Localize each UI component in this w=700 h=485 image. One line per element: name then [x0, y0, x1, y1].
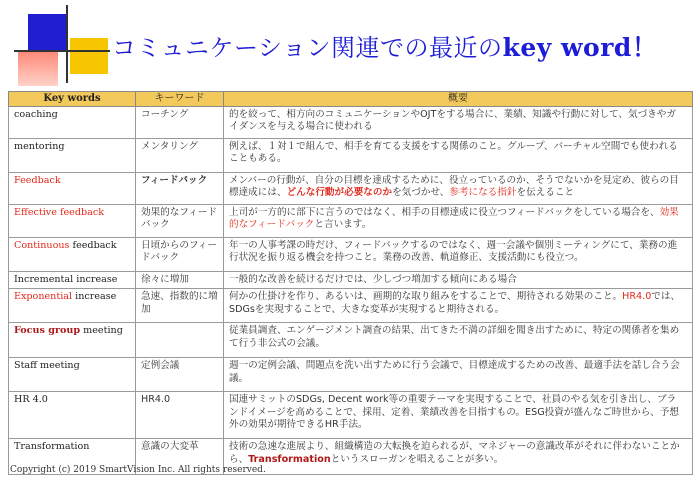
table-header-row: [9, 92, 693, 107]
desc-text: 上司が一方的に部下に言うのではなく、相手の目標達成に役立つフィードバックをしている場合を、: [229, 207, 660, 218]
table-row: [9, 107, 693, 139]
desc-highlight: どんな行動が必要なのか: [286, 187, 393, 199]
keyword-highlight: Continuous: [14, 240, 70, 251]
row-keyword-jp: 意識の大変革: [136, 439, 224, 475]
row-keyword-en: Feedback: [9, 173, 136, 205]
row-description: [224, 205, 693, 238]
row-description: 一般的な改善を続けるだけでは、少しづつ増加する傾向にある場合: [224, 272, 693, 289]
keyword-highlight: Focus group: [14, 325, 81, 337]
table-row: [9, 173, 693, 205]
desc-highlight: 参考になる指針: [449, 187, 517, 199]
row-keyword-en: Transformation: [9, 439, 136, 475]
keyword-highlight: Exponential: [14, 291, 73, 303]
page-title: [112, 28, 657, 64]
table-row: [9, 272, 693, 289]
header-keyword-jp: キーワード: [136, 92, 224, 107]
page-title-prefix: コミュニケーション関連での最近の: [112, 34, 503, 62]
table-row: [9, 139, 693, 173]
row-keyword-en: [9, 323, 136, 358]
table-row: [9, 289, 693, 323]
header-key-words: Key words: [9, 92, 136, 107]
row-keyword-en: Incremental increase: [9, 272, 136, 289]
row-keyword-jp: [136, 323, 224, 358]
table-row: [9, 358, 693, 392]
desc-text: 技術の急速な進展より、組織構造の大転換を迫られるが、マネジャーの意識改革がそれに伴わないことから、: [229, 441, 680, 465]
decor-vertical-line: [66, 5, 68, 83]
desc-text: メンバーの行動が、自分の目標を達成するために、役立っているのか、そうでないかを見定め、彼らの目標達成には、: [229, 175, 679, 199]
row-keyword-jp: フィードバック: [136, 173, 224, 205]
desc-text: と言います。: [314, 219, 372, 231]
keyword-rest: increase: [72, 291, 117, 303]
row-keyword-jp: HR4.0: [136, 392, 224, 439]
row-description: 例えば、１対１で組んで、相手を育てる支援をする関係のこと。グループ、バーチャル空間でも使われることもある。: [224, 139, 693, 173]
desc-highlight: Transformation: [248, 453, 331, 465]
row-description: [224, 439, 693, 475]
row-description: 週一の定例会議、問題点を洗い出すために行う会議で、目標達成するための改善、最適手法を話し合う会議。: [224, 358, 693, 392]
desc-text: では、SDGsを実現することで、大きな変革が実現すると期待される。: [229, 291, 681, 315]
table-row: [9, 205, 693, 238]
row-keyword-en: Effective feedback: [9, 205, 136, 238]
keyword-rest: feedback: [69, 240, 117, 251]
table-row: [9, 392, 693, 439]
table-row: [9, 323, 693, 358]
row-keyword-en: Staff meeting: [9, 358, 136, 392]
row-description: [224, 289, 693, 323]
row-keyword-en: HR 4.0: [9, 392, 136, 439]
decor-horizontal-line: [14, 50, 110, 52]
row-keyword-jp: メンタリング: [136, 139, 224, 173]
keyword-table: [8, 91, 693, 475]
desc-text: というスローガンを唱えることが多い。: [330, 453, 504, 465]
row-keyword-jp: 徐々に増加: [136, 272, 224, 289]
row-keyword-en: [9, 289, 136, 323]
row-keyword-jp: コーチング: [136, 107, 224, 139]
desc-text: 何かの仕掛けを作り、あるいは、画期的な取り組みをすることで、期待される効果のこと。: [229, 291, 623, 303]
row-keyword-jp: 効果的なフィードバック: [136, 205, 224, 238]
row-description: [224, 173, 693, 205]
row-keyword-jp: 日頃からのフィードバック: [136, 238, 224, 272]
table-row: [9, 238, 693, 272]
row-description: 的を絞って、相方向のコミュニケーションやOJTをする場合に、業績、知識や行動に対して、気づきやガイダンスを与える場合に使われる: [224, 107, 693, 139]
decor-yellow-square: [70, 38, 108, 74]
row-keyword-jp: 定例会議: [136, 358, 224, 392]
row-description: 従業員調査、エンゲージメント調査の結果、出てきた不満の詳細を聞き出すために、特定の関係者を集めて行う非公式の会議。: [224, 323, 693, 358]
desc-text: を伝えること: [516, 187, 575, 199]
row-description: 国連サミットのSDGs, Decent work等の重要テーマを実現することで、社員のやる気を引き出し、ブランドイメージを高めることで、採用、定着、業績改善を目指すもの。ESG投資が盛んなご時世から、予想外の効果が期待できるHR手法。: [224, 392, 693, 439]
desc-text: を気づかせ、: [392, 187, 450, 199]
desc-highlight: HR4.0: [622, 291, 652, 303]
row-keyword-en: mentoring: [9, 139, 136, 173]
page-title-keyword: key word！: [502, 33, 658, 62]
copyright-notice: Copyright (c) 2019 SmartVision Inc. All rights reserved.: [10, 465, 266, 475]
row-keyword-en: coaching: [9, 107, 136, 139]
row-keyword-en: [9, 238, 136, 272]
decor-red-square: [18, 52, 58, 86]
decor-blue-square: [28, 14, 66, 50]
row-keyword-jp: 急速、指数的に増加: [136, 289, 224, 323]
keyword-rest: meeting: [80, 325, 123, 337]
header-overview: 概要: [224, 92, 693, 107]
row-description: 年一の人事考課の時だけ、フィードバックするのではなく、週一会議や個別ミーティングにて、業務の進行状況を振り返る機会を持つこと。業務の改善、軌道修正、支援活動にも役立つ。: [224, 238, 693, 272]
desc-highlight: 効果的なフィードバック: [229, 207, 679, 231]
